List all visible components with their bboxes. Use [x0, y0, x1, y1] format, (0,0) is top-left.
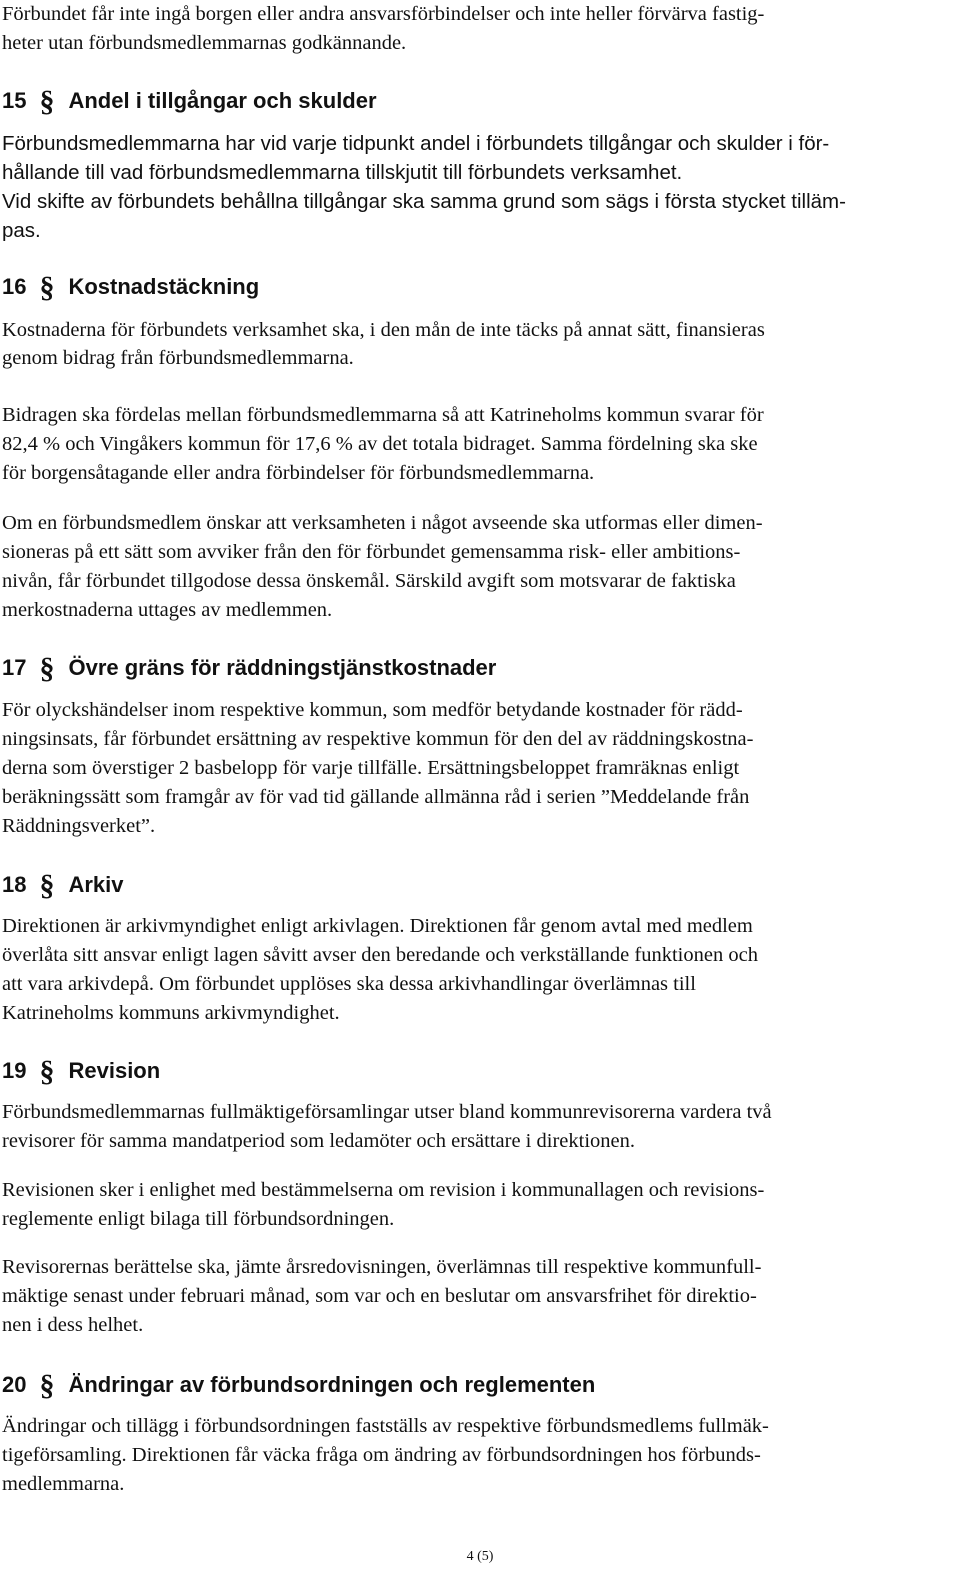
svg-text:§: § [39, 1370, 55, 1400]
section-title: Övre gräns för räddningstjänstkostnader [68, 655, 497, 680]
text-line: Revisorernas berättelse ska, jämte årsredovisningen, överlämnas till respektive kommunfull- [2, 1256, 762, 1278]
section-number: 17 [2, 655, 27, 680]
text-line: revisorer för samma mandatperiod som ledamöter och ersättare i direktionen. [2, 1130, 635, 1152]
svg-text:§: § [39, 653, 55, 683]
section-heading-18 [2, 870, 124, 900]
text-line: reglemente enligt bilaga till förbundsordningen. [2, 1208, 395, 1230]
text-line: tigeförsamling. Direktionen får väcka fråga om ändring av förbundsordningen hos förbunds- [2, 1444, 761, 1466]
section-sign-icon [36, 653, 58, 683]
text-line: pas. [2, 219, 41, 242]
text-line: Förbundsmedlemmarnas fullmäktigeförsamlingar utser bland kommunrevisorerna vardera två [2, 1101, 772, 1123]
section-title: Ändringar av förbundsordningen och reglementen [68, 1372, 596, 1397]
section-heading-19 [2, 1056, 160, 1086]
text-line: heter utan förbundsmedlemmarnas godkännande. [2, 32, 407, 54]
page-number: 4 (5) [466, 1549, 494, 1564]
svg-text:§: § [39, 1056, 55, 1086]
text-line: genom bidrag från förbundsmedlemmarna. [2, 347, 354, 369]
section-number: 15 [2, 88, 27, 113]
text-line: hållande till vad förbundsmedlemmarna tillskjutit till förbundets verksamhet. [2, 161, 683, 184]
section-number: 20 [2, 1372, 27, 1397]
text-line: överlåta sitt ansvar enligt lagen såvitt avser den beredande och verkställande funktionen och [2, 944, 758, 966]
section-title: Arkiv [68, 872, 124, 897]
text-line: beräkningssätt som framgår av för vad tid gällande allmänna råd i serien ”Meddelande från [2, 786, 750, 808]
text-line: att vara arkivdepå. Om förbundet upplöses ska dessa arkivhandlingar överlämnas till [2, 973, 696, 995]
text-line: Revisionen sker i enlighet med bestämmelserna om revision i kommunallagen och revisions- [2, 1179, 765, 1201]
text-line: för borgensåtagande eller andra förbindelser för förbundsmedlemmarna. [2, 462, 595, 484]
section-number: 16 [2, 274, 27, 299]
section-heading-15 [2, 86, 377, 116]
text-line: Bidragen ska fördelas mellan förbundsmedlemmarna så att Katrineholms kommun svarar för [2, 404, 764, 426]
text-line: sioneras på ett sätt som avviker från den för förbundet gemensamma risk- eller ambitions- [2, 541, 741, 563]
text-line: Ändringar och tillägg i förbundsordningen fastställs av respektive förbundsmedlems fullmäk- [2, 1415, 769, 1437]
section-sign-icon [36, 1370, 58, 1400]
text-line: Vid skifte av förbundets behållna tillgångar ska samma grund som sägs i första stycket tilläm- [2, 190, 846, 213]
text-line: medlemmarna. [2, 1473, 125, 1495]
text-line: nen i dess helhet. [2, 1314, 144, 1336]
section-sign-icon [36, 1056, 58, 1086]
text-line: derna som överstiger 2 basbelopp för varje tillfälle. Ersättningsbeloppet framräknas enligt [2, 757, 740, 779]
text-line: För olyckshändelser inom respektive kommun, som medför betydande kostnader för rädd- [2, 699, 743, 721]
svg-text:§: § [39, 272, 55, 302]
svg-text:§: § [39, 86, 55, 116]
section-title: Revision [68, 1058, 161, 1083]
section-number: 19 [2, 1058, 27, 1083]
text-line: 82,4 % och Vingåkers kommun för 17,6 % av det totala bidraget. Samma fördelning ska ske [2, 433, 758, 455]
section-heading-17 [2, 653, 496, 683]
section-sign-icon [36, 86, 58, 116]
section-title: Kostnadstäckning [68, 274, 260, 299]
section-heading-16 [2, 272, 259, 302]
text-line: Om en förbundsmedlem önskar att verksamheten i något avseende ska utformas eller dimen- [2, 512, 763, 534]
section-title: Andel i tillgångar och skulder [68, 88, 377, 113]
text-line: Direktionen är arkivmyndighet enligt arkivlagen. Direktionen får genom avtal med medlem [2, 915, 753, 937]
svg-text:§: § [39, 870, 55, 900]
text-line: ningsinsats, får förbundet ersättning av respektive kommun för den del av räddningskostna- [2, 728, 754, 750]
text-line: Katrineholms kommuns arkivmyndighet. [2, 1002, 340, 1024]
text-line: Förbundet får inte ingå borgen eller andra ansvarsförbindelser och inte heller förvärva fastig- [2, 3, 765, 25]
section-number: 18 [2, 872, 27, 897]
text-line: merkostnaderna uttages av medlemmen. [2, 599, 333, 621]
text-line: mäktige senast under februari månad, som var och en beslutar om ansvarsfrihet för direktio- [2, 1285, 757, 1307]
text-line: Kostnaderna för förbundets verksamhet ska, i den mån de inte täcks på annat sätt, finansieras [2, 319, 765, 341]
section-sign-icon [36, 272, 58, 302]
text-line: nivån, får förbundet tillgodose dessa önskemål. Särskild avgift som motsvarar de faktiska [2, 570, 736, 592]
text-line: Förbundsmedlemmarna har vid varje tidpunkt andel i förbundets tillgångar och skulder i för- [2, 132, 830, 155]
section-sign-icon [36, 870, 58, 900]
section-heading-20 [2, 1370, 595, 1400]
text-line: Räddningsverket”. [2, 815, 156, 837]
